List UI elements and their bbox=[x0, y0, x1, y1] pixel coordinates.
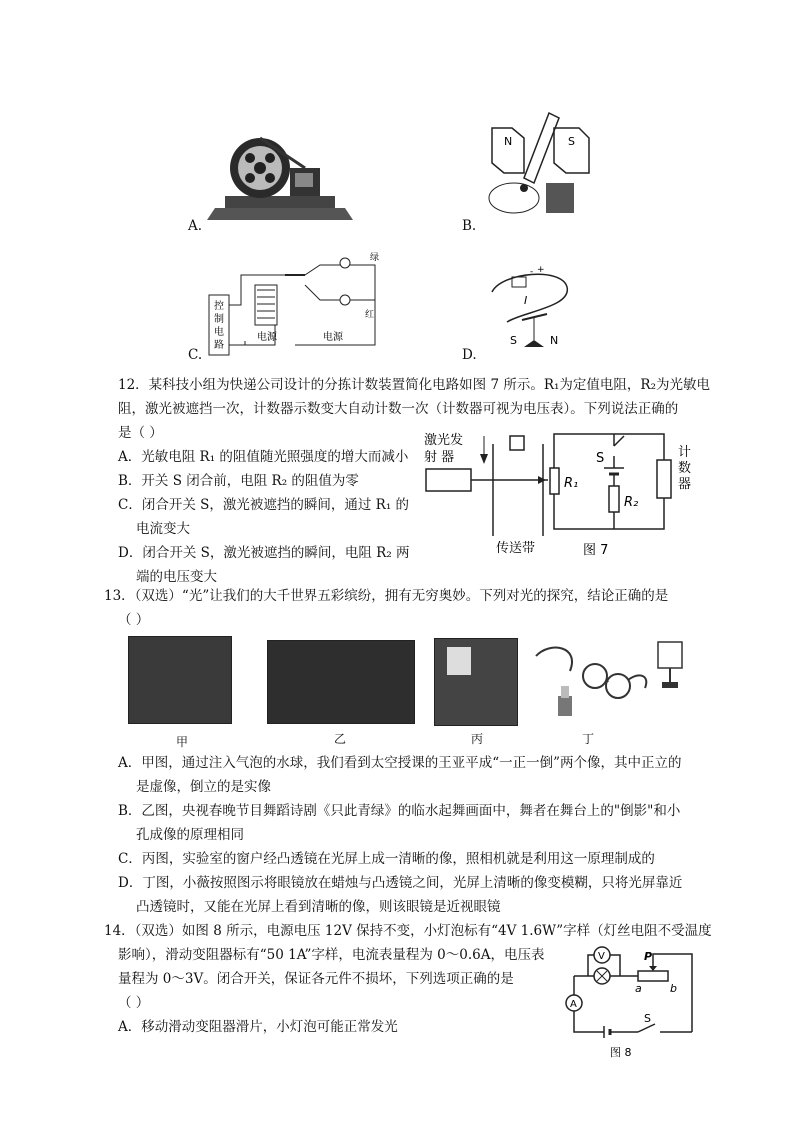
counter-char-1: 计 bbox=[678, 445, 692, 460]
figure-8-circuit bbox=[560, 940, 700, 1062]
photo-ding bbox=[530, 636, 690, 732]
q14-line-2: 影响），滑动变阻器标有“50 1A”字样，电流表量程为 0～0.6A，电压表 bbox=[118, 947, 545, 963]
q13-line-2: （ ） bbox=[118, 612, 150, 628]
figure-7 bbox=[418, 424, 708, 564]
caption-bing: 丙 bbox=[471, 732, 484, 746]
laser-label-2: 射 器 bbox=[424, 450, 455, 465]
power2-label: 电源 bbox=[323, 332, 343, 343]
slider-p-label: P bbox=[644, 950, 653, 963]
figure-c bbox=[205, 245, 385, 360]
q12-line-1: 12．某科技小组为快递公司设计的分拣计数装置简化电路如图 7 所示。R₁为定值电阻，R₂为光敏电 bbox=[118, 377, 711, 393]
q14-line-1: 14．（双选）如图 8 所示，电源电压 12V 保持不变，小灯泡标有“4V 1.6W”字样（灯丝电阻不受温度 bbox=[104, 923, 712, 939]
control-circuit-char-3: 电 bbox=[214, 327, 224, 338]
north-pole-label: N bbox=[504, 135, 513, 148]
voltmeter-label: V bbox=[598, 951, 605, 962]
conveyor-belt-label: 传送带 bbox=[496, 541, 536, 556]
switch-label: S bbox=[644, 1012, 651, 1025]
figure-7-circuit bbox=[418, 424, 708, 564]
laser-label-1: 激光发 bbox=[424, 433, 464, 448]
photo-yi bbox=[267, 640, 415, 724]
compass-north-label: N bbox=[550, 334, 559, 347]
figure-c-label: C. bbox=[188, 347, 203, 363]
green-lamp-label: 绿 bbox=[370, 253, 380, 263]
q12-option-a: A．光敏电阻 R₁ 的阻值随光照强度的增大而减小 bbox=[118, 449, 409, 465]
figure-b bbox=[484, 103, 594, 228]
ammeter-label: A bbox=[570, 999, 577, 1010]
q14-line-4: （ ） bbox=[118, 995, 150, 1011]
figure-a bbox=[205, 128, 355, 228]
q13-line-1: 13．（双选）“光”让我们的大千世界五彩缤纷，拥有无穷奥妙。下列对光的探究，结论正确的是 bbox=[104, 588, 669, 604]
svg-text:-: - bbox=[530, 267, 534, 277]
q14-option-a: A．移动滑动变阻器滑片，小灯泡可能正常发光 bbox=[118, 1019, 398, 1035]
caption-ding: 丁 bbox=[582, 732, 595, 746]
red-lamp-label: 红 bbox=[365, 310, 375, 320]
photo-bing-window-image bbox=[447, 647, 471, 675]
figure-a-drawing bbox=[205, 128, 355, 228]
south-pole-label: S bbox=[568, 135, 575, 148]
figure-d-drawing bbox=[482, 262, 582, 357]
photo-bing bbox=[434, 638, 518, 726]
figure-a-label: A. bbox=[188, 218, 203, 234]
figure-8 bbox=[560, 940, 700, 1062]
rheostat-a-label: a bbox=[635, 982, 642, 995]
q12-option-c: C．闭合开关 S，激光被遮挡的瞬间，通过 R₁ 的 bbox=[118, 497, 410, 513]
r1-label: R₁ bbox=[564, 476, 579, 491]
q13-option-b: B．乙图，央视春晚节目舞蹈诗剧《只此青绿》的临水起舞画面中，舞者在舞台上的"倒影"和小 bbox=[118, 803, 681, 819]
figure-b-drawing bbox=[484, 103, 594, 228]
q13-option-a-cont: 是虚像，倒立的是实像 bbox=[136, 779, 271, 795]
q14-line-3: 量程为 0～3V。闭合开关，保证各元件不损坏，下列选项正确的是 bbox=[118, 971, 514, 987]
q13-option-b-cont: 孔成像的原理相同 bbox=[136, 827, 244, 843]
compass-south-label: S bbox=[510, 334, 517, 347]
control-circuit-char-1: 控 bbox=[214, 301, 224, 312]
figure-d-label: D. bbox=[462, 347, 477, 363]
ding-drawing bbox=[530, 636, 690, 732]
control-circuit-char-2: 制 bbox=[214, 314, 224, 325]
q13-option-c: C．丙图，实验室的窗户经凸透镜在光屏上成一清晰的像，照相机就是利用这一原理制成的 bbox=[118, 851, 655, 867]
control-circuit-char-4: 路 bbox=[214, 340, 224, 351]
counter-char-2: 数 bbox=[678, 461, 692, 476]
figure-8-caption: 图 8 bbox=[610, 1046, 632, 1059]
q13-option-d-cont: 凸透镜时，又能在光屏上看到清晰的像，则该眼镜是近视眼镜 bbox=[136, 899, 501, 915]
counter-char-3: 器 bbox=[678, 477, 692, 492]
r2-label: R₂ bbox=[624, 495, 639, 510]
q12-option-c-cont: 电流变大 bbox=[136, 521, 190, 537]
caption-jia: 甲 bbox=[176, 735, 189, 749]
current-label: I bbox=[524, 294, 528, 307]
q12-option-d: D．闭合开关 S，激光被遮挡的瞬间，电阻 R₂ 两 bbox=[118, 545, 410, 561]
q13-option-d: D．丁图，小薇按照图示将眼镜放在蜡烛与凸透镜之间，光屏上清晰的像变模糊，只将光屏靠近 bbox=[118, 875, 683, 891]
power1-label: 电源 bbox=[257, 332, 277, 343]
q12-line-2: 阻，激光被遮挡一次，计数器示数变大自动计数一次（计数器可视为电压表）。下列说法正确的 bbox=[118, 401, 679, 417]
caption-yi: 乙 bbox=[334, 732, 347, 746]
q12-option-d-cont: 端的电压变大 bbox=[136, 569, 217, 585]
figure-d bbox=[482, 262, 582, 357]
figure-7-caption: 图 7 bbox=[583, 543, 609, 558]
svg-text:+: + bbox=[537, 265, 545, 275]
q12-line-3: 是（ ） bbox=[118, 425, 163, 441]
q13-option-a: A．甲图，通过注入气泡的水球，我们看到太空授课的王亚平成“一正一倒”两个像，其中正立的 bbox=[118, 755, 682, 771]
photo-jia bbox=[128, 636, 232, 724]
q12-option-b: B．开关 S 闭合前，电阻 R₂ 的阻值为零 bbox=[118, 473, 359, 489]
figure-b-label: B. bbox=[462, 218, 477, 234]
rheostat-b-label: b bbox=[670, 982, 677, 995]
switch-s-label: S bbox=[596, 451, 605, 466]
figure-c-drawing bbox=[205, 245, 385, 360]
